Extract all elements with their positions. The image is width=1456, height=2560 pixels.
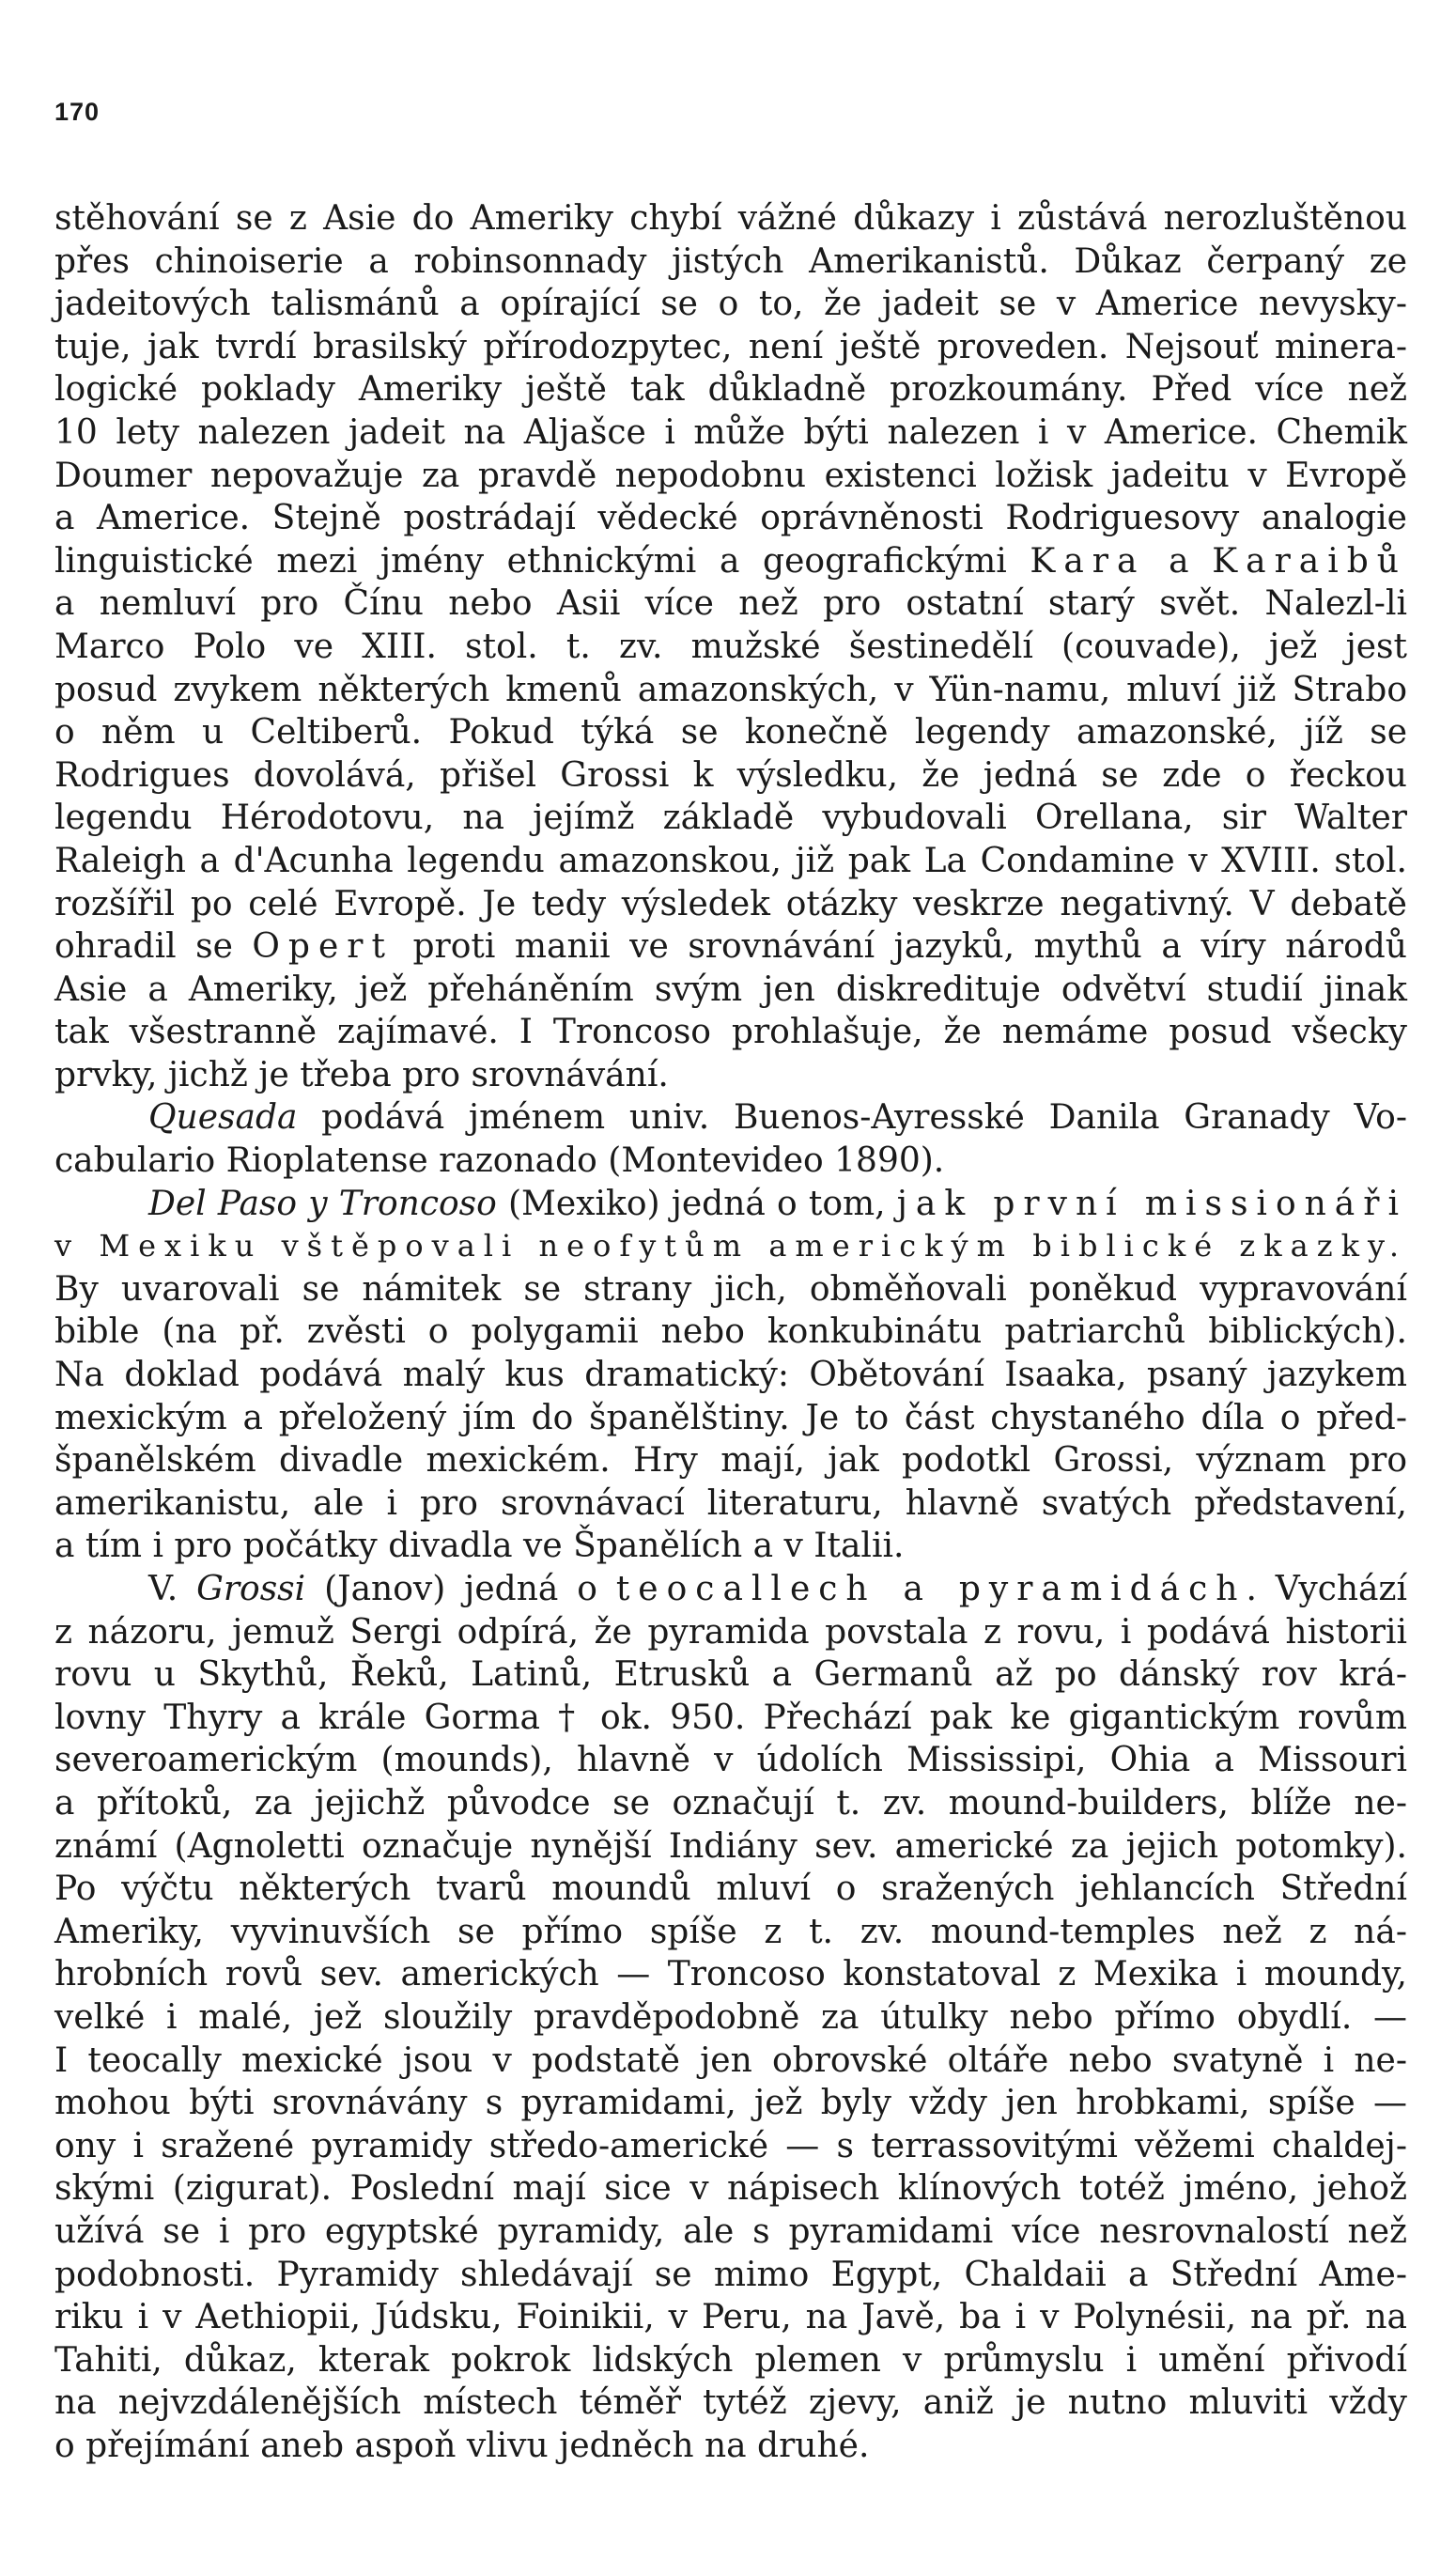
text-line: tuje, jak tvrdí brasilský přírodozpytec, není ještě proveden. Nejsouť minera-: [54, 327, 1407, 366]
text-line: Na doklad podává malý kus dramatický: Obětování Isaaka, psaný jazykem: [54, 1356, 1407, 1395]
text-line: velké i malé, jež sloužily pravděpodobně za útulky nebo přímo obydlí. —: [54, 1997, 1407, 2037]
author-name: Grossi: [196, 1570, 306, 1608]
text-line: linguistické mezi jmény ethnickými a geografickými Kara a Karaibů: [54, 541, 1407, 581]
spaced-phrase: jak první missionáři: [896, 1184, 1407, 1223]
text-line: Raleigh a d'Acunha legendu amazonskou, již pak La Condamine v XVIII. stol.: [54, 841, 1407, 880]
text-line: a přítoků, za jejichž původce se označují t. zv. mound-builders, blíže ne-: [54, 1783, 1407, 1823]
text-line: a nemluví pro Čínu nebo Asii více než pro ostatní starý svět. Nalezl-li: [54, 584, 1407, 624]
text-line: mexickým a přeložený jím do španělštiny. Je to část chystaného díla o před-: [54, 1398, 1407, 1437]
text-line: a tím i pro počátky divadla ve Španělích a v Italii.: [54, 1527, 905, 1566]
text-line: V. Grossi (Janov) jedná o teocallech a pyramidách. Vychází: [148, 1570, 1407, 1608]
text-line: severoamerickým (mounds), hlavně v údolích Mississipi, Ohia a Missouri: [54, 1741, 1407, 1780]
text-line: Marco Polo ve XIII. stol. t. zv. mužské šestinedělí (couvade), jež jest: [54, 627, 1407, 666]
page-number: 170: [54, 98, 101, 126]
text-line: Asie a Ameriky, jež přeháněním svým jen diskredituje odvětví studií jinak: [54, 970, 1407, 1009]
text-line: lovny Thyry a krále Gorma † ok. 950. Přechází pak ke gigantickým rovům: [54, 1698, 1407, 1737]
text-line: bible (na př. zvěsti o polygamii nebo konkubinátu patriarchů biblických).: [54, 1312, 1407, 1352]
text-line: rozšířil po celé Evropě. Je tedy výsledek otázky veskrze negativný. V debatě: [54, 884, 1407, 923]
text-line: jadeitových talismánů a opírající se o to, že jadeit se v Americe nevysky-: [54, 285, 1407, 324]
text-line: přes chinoiserie a robinsonnady jistých Amerikanistů. Důkaz čerpaný ze: [54, 241, 1407, 281]
text-line: Ameriky, vyvinuvších se přímo spíše z t. zv. mound-temples než z ná-: [54, 1912, 1407, 1951]
text-line: Po výčtu některých tvarů moundů mluví o sražených jehlancích Střední: [54, 1870, 1407, 1909]
text-line: skými (zigurat). Poslední mají sice v nápisech klínových totéž jméno, jehož: [54, 2169, 1407, 2209]
text-line: a Americe. Stejně postrádají vědecké oprávněnosti Rodriguesovy analogie: [54, 499, 1407, 538]
text-line: tak všestranně zajímavé. I Troncoso prohlašuje, že nemáme posud všecky: [54, 1013, 1407, 1052]
text-line: logické poklady Ameriky ještě tak důkladně prozkoumány. Před více než: [54, 370, 1407, 410]
spaced-word: Kara: [1030, 541, 1146, 581]
text-line: podobnosti. Pyramidy shledávají se mimo Egypt, Chaldaii a Střední Ame-: [54, 2255, 1407, 2294]
text-line: stěhování se z Asie do Ameriky chybí vážné důkazy i zůstává nerozluštěnou: [54, 199, 1407, 238]
text-line: 10 lety nalezen jadeit na Aljašce i může býti nalezen i v Americe. Chemik: [54, 412, 1407, 452]
text-line: hrobních rovů sev. amerických — Troncoso konstatoval z Mexika i moundy,: [54, 1955, 1407, 1994]
text-line: z názoru, jemuž Sergi odpírá, že pyramida povstala z rovu, i podává historii: [54, 1612, 1407, 1652]
text-line: v Mexiku vštěpovali neofytům americkým biblické zkazky.: [54, 1228, 1407, 1264]
text-line: riku i v Aethiopii, Júdsku, Foinikii, v Peru, na Javě, ba i v Polynésii, na př. na: [54, 2298, 1407, 2337]
text-line: cabulario Rioplatense razonado (Montevideo 1890).: [54, 1141, 945, 1181]
author-name: Del Paso y Troncoso: [148, 1184, 497, 1223]
text-line: Tahiti, důkaz, kterak pokrok lidských plemen v průmyslu i umění přivodí: [54, 2340, 1407, 2380]
text-line: na nejvzdálenějších místech téměř tytéž zjevy, aniž je nutno mluviti vždy: [54, 2383, 1407, 2423]
text-line: známí (Agnoletti označuje nynější Indiány sev. americké za jejich potomky).: [54, 1826, 1407, 1866]
text-line: Rodrigues dovolává, přišel Grossi k výsledku, že jedná se zde o řeckou: [54, 755, 1407, 795]
text-line: o něm u Celtiberů. Pokud týká se konečně legendy amazonské, jíž se: [54, 713, 1407, 752]
author-name: Quesada: [148, 1098, 298, 1138]
text-line: ony i sražené pyramidy středo-americké — s terrassovitými věžemi chaldej-: [54, 2126, 1407, 2165]
text-line: rovu u Skythů, Řeků, Latinů, Etrusků a Germanů až po dánský rov krá-: [54, 1655, 1407, 1695]
spaced-phrase: teocallech a pyramidách: [615, 1570, 1247, 1608]
text-line: By uvarovali se námitek se strany jich, obměňovali poněkud vypravování: [54, 1269, 1407, 1309]
text-line: Quesada podává jménem univ. Buenos-Ayresské Danila Granady Vo-: [148, 1098, 1407, 1138]
text-line: I teocally mexické jsou v podstatě jen obrovské oltáře nebo svatyně i ne-: [54, 2040, 1407, 2080]
text-line: ohradil se Opert proti manii ve srovnávání jazyků, mythů a víry národů: [54, 927, 1407, 967]
text-line: posud zvykem některých kmenů amazonských, v Yün-namu, mluví již Strabo: [54, 670, 1407, 709]
spaced-word: Karaibů: [1212, 541, 1407, 581]
text-line: užívá se i pro egyptské pyramidy, ale s pyramidami více nesrovnalostí než: [54, 2211, 1407, 2251]
text-line: legendu Hérodotovu, na jejímž základě vybudovali Orellana, sir Walter: [54, 799, 1407, 838]
spaced-word: Opert: [252, 927, 394, 967]
text-line: Doumer nepovažuje za pravdě nepodobnu existenci ložisk jadeitu v Evropě: [54, 456, 1407, 495]
text-line: amerikanistu, ale i pro srovnávací literaturu, hlavně svatých představení,: [54, 1483, 1407, 1523]
text-line: Del Paso y Troncoso (Mexiko) jedná o tom, jak první missionáři: [148, 1184, 1407, 1223]
text-line: prvky, jichž je třeba pro srovnávání.: [54, 1055, 669, 1094]
text-line: španělském divadle mexickém. Hry mají, jak podotkl Grossi, význam pro: [54, 1441, 1407, 1481]
body-text: [54, 197, 1407, 2467]
text-line: o přejímání aneb aspoň vlivu jedněch na druhé.: [54, 2426, 870, 2465]
text-line: mohou býti srovnávány s pyramidami, jež byly vždy jen hrobkami, spíše —: [54, 2084, 1407, 2123]
